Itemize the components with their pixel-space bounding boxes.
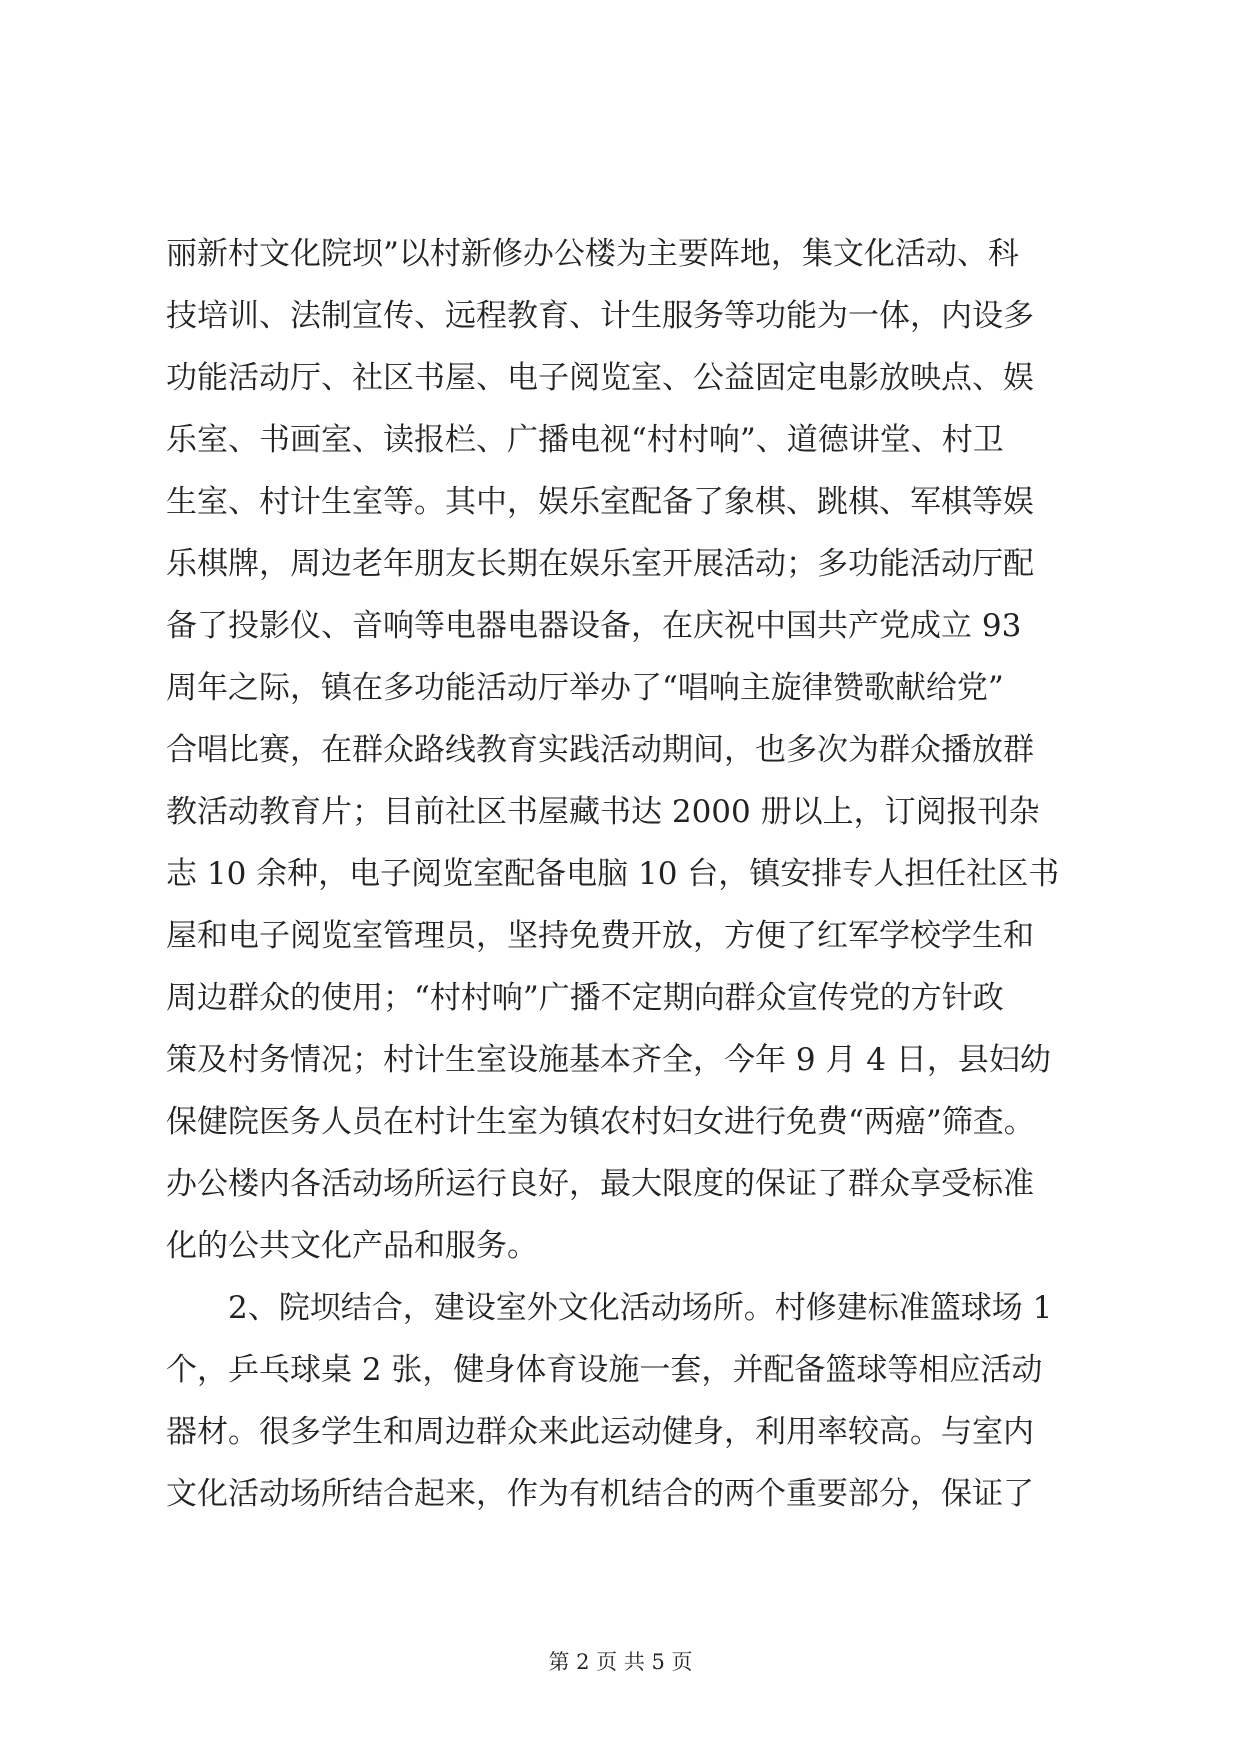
text-line: 乐室、书画室、读报栏、广播电视“村村响”、道德讲堂、村卫 [166, 422, 1004, 458]
text-line: 化的公共文化产品和服务。 [166, 1228, 538, 1264]
text-line: 志 10 余种，电子阅览室配备电脑 10 台，镇安排专人担任社区书 [166, 856, 1060, 892]
text-line: 策及村务情况；村计生室设施基本齐全，今年 9 月 4 日，县妇幼 [166, 1042, 1051, 1078]
text-line: 生室、村计生室等。其中，娱乐室配备了象棋、跳棋、军棋等娱 [166, 484, 1034, 520]
paragraph-start-line: 2、院坝结合，建设室外文化活动场所。村修建标准篮球场 1 [228, 1290, 1053, 1326]
text-line: 个，乒乓球桌 2 张，健身体育设施一套，并配备篮球等相应活动 [166, 1352, 1043, 1388]
page-footer: 第 2 页 共 5 页 [548, 1650, 693, 1674]
text-line: 功能活动厅、社区书屋、电子阅览室、公益固定电影放映点、娱 [166, 360, 1034, 396]
text-line: 屋和电子阅览室管理员，坚持免费开放，方便了红军学校学生和 [166, 918, 1034, 954]
text-line: 办公楼内各活动场所运行良好，最大限度的保证了群众享受标准 [166, 1166, 1034, 1202]
text-line: 教活动教育片；目前社区书屋藏书达 2000 册以上，订阅报刊杂 [166, 794, 1040, 830]
text-line: 周年之际，镇在多功能活动厅举办了“唱响主旋律赞歌献给党” [166, 670, 1004, 706]
text-line: 丽新村文化院坝”以村新修办公楼为主要阵地，集文化活动、科 [166, 236, 1019, 272]
text-line: 器材。很多学生和周边群众来此运动健身，利用率较高。与室内 [166, 1414, 1034, 1450]
text-line: 文化活动场所结合起来，作为有机结合的两个重要部分，保证了 [166, 1476, 1034, 1512]
text-line: 保健院医务人员在村计生室为镇农村妇女进行免费“两癌”筛查。 [166, 1104, 1035, 1140]
body-text [166, 223, 1083, 1525]
text-line: 周边群众的使用；“村村响”广播不定期向群众宣传党的方针政 [166, 980, 1004, 1016]
text-line: 技培训、法制宣传、远程教育、计生服务等功能为一体，内设多 [166, 298, 1034, 334]
text-line: 乐棋牌，周边老年朋友长期在娱乐室开展活动；多功能活动厅配 [166, 546, 1034, 582]
text-line: 合唱比赛，在群众路线教育实践活动期间，也多次为群众播放群 [166, 732, 1034, 768]
text-line: 备了投影仪、音响等电器电器设备，在庆祝中国共产党成立 93 [166, 608, 1022, 644]
